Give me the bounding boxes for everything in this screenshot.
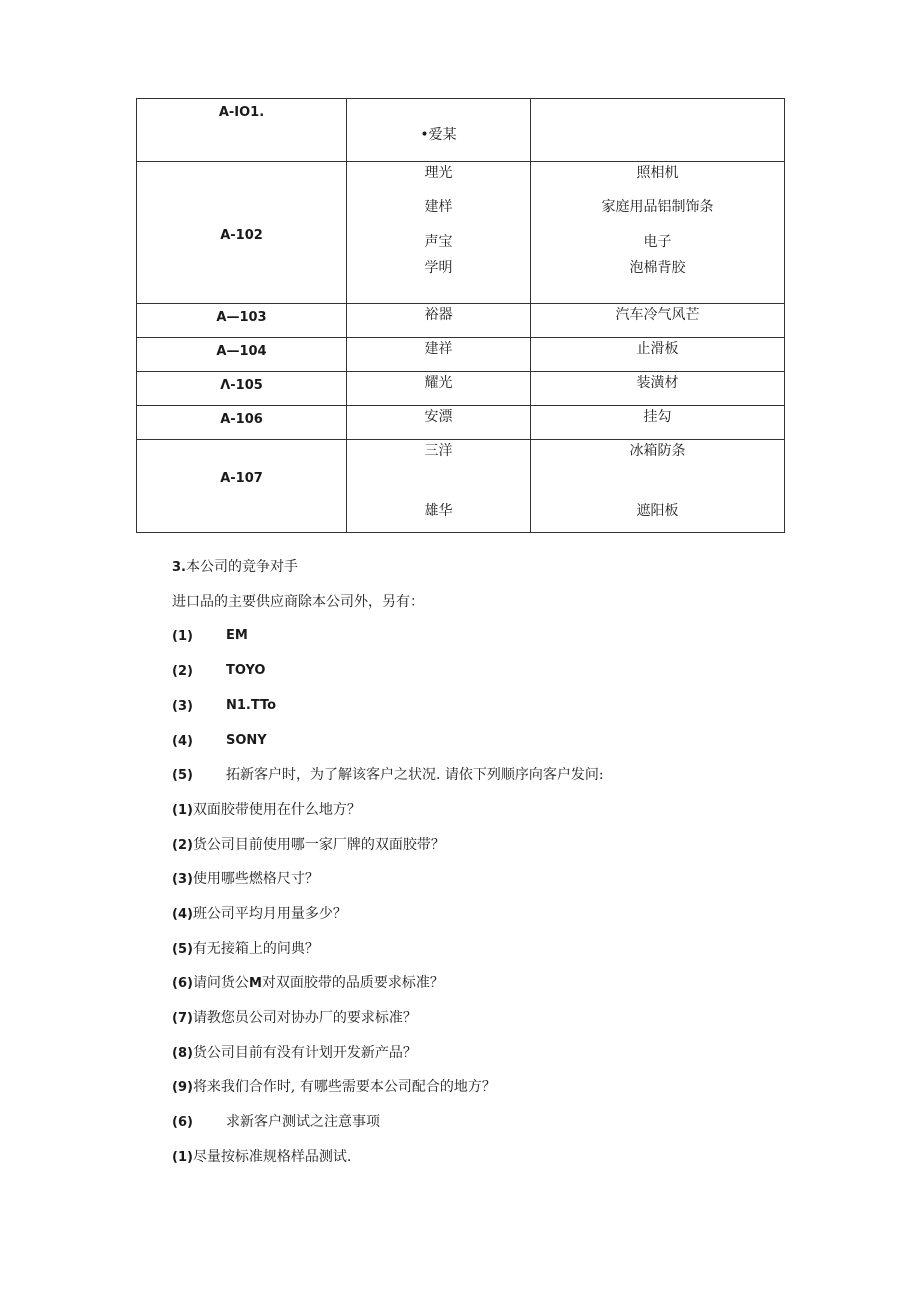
question-text: 将来我们合作时, 有哪些需要本公司配合的地方？ [192,1079,496,1095]
question-item [172,1078,496,1097]
product-name: 汽车冷气风芒 [615,307,700,323]
note-number: (1) [172,1150,193,1165]
question-item [172,974,444,993]
question-text: 班公司平均月用量多少？ [192,906,347,922]
question-number: (7) [172,1011,193,1026]
item-number: (2) [172,664,193,679]
question-number: (8) [172,1046,193,1061]
table-row [137,99,785,162]
brand-name: 理光 [424,165,453,181]
question-item [172,905,347,924]
question-number: (6) [172,976,193,991]
brand-name: 裕器 [424,307,453,323]
question-text: 货公司目前有没有计划开发新产品？ [192,1045,417,1061]
heading-text: 本公司的竞争对手 [185,559,298,575]
question-item [172,1009,417,1028]
code-cell [137,304,347,338]
row-code: A-IO1. [218,105,265,120]
product-cell [531,406,785,440]
brand-cell [347,304,531,338]
product-cell [531,162,785,304]
question-number: (1) [172,803,193,818]
table-row [137,406,785,440]
question-item [172,836,445,855]
code-cell [137,406,347,440]
brand-name: •爱某 [420,127,457,143]
question-item [172,870,319,889]
brand-name: 建祥 [424,341,453,357]
table-row [137,338,785,372]
question-item [172,1044,417,1063]
item-number: (6) [172,1115,193,1130]
question-number: (2) [172,838,193,853]
code-cell [137,440,347,533]
product-name: 电子 [643,234,672,250]
table-row [137,372,785,406]
intro-text: 进口品的主要供应商除本公司外，另有： [172,594,424,610]
brand-cell [347,162,531,304]
brand-cell [347,338,531,372]
question-item [172,801,361,820]
brand-name: 建样 [424,199,453,215]
item-number: (1) [172,629,193,644]
row-code: A—104 [216,344,267,359]
row-code: A-107 [220,471,263,486]
brand-name: 三洋 [424,443,453,459]
product-name: 冰箱防条 [629,443,686,459]
product-cell [531,338,785,372]
table-row [137,304,785,338]
brand-name: 安漂 [424,409,453,425]
row-code: A-102 [220,228,263,243]
question-number: (3) [172,872,193,887]
brand-cell [347,406,531,440]
product-cell [531,372,785,406]
code-cell [137,162,347,304]
competitor-name: SONY [226,733,267,748]
brand-name: 学明 [424,260,453,276]
table-row [137,162,785,304]
question-text: 使用哪些燃格尺寸？ [192,871,319,887]
brand-name: 雄华 [424,503,453,519]
row-code: Λ-105 [220,378,263,393]
question-number: (4) [172,907,193,922]
question-text: 有无接箱上的问典？ [192,941,319,957]
code-cell [137,99,347,162]
question-number: (9) [172,1080,193,1095]
code-cell [137,338,347,372]
brand-cell [347,372,531,406]
product-name: 遮阳板 [636,503,679,519]
product-name: 照相机 [636,165,679,181]
product-name: 止滑板 [636,341,679,357]
list-item [172,662,572,681]
row-code: A—103 [216,310,267,325]
question-text-b: M [248,976,262,991]
product-name: 家庭用品铝制饰条 [601,199,714,215]
heading-number: 3. [172,560,186,575]
competitor-name: TOYO [226,663,266,678]
item-text: 拓新客户时，为了解该客户之状况. 请依下列顺序向客户发问: [226,767,604,783]
competitor-name: N1.TTo [226,698,277,713]
brand-name: 耀光 [424,375,453,391]
item-number: (3) [172,699,193,714]
product-cell [531,99,785,162]
question-text-c: 对双面胶带的品质要求标准？ [261,975,444,991]
question-text: 请教您员公司对协办厂的要求标准？ [192,1010,417,1026]
list-item [172,1113,772,1132]
question-text: 双面胶带使用在什么地方？ [192,802,361,818]
list-item [172,627,572,646]
note-item [172,1148,351,1167]
brand-cell [347,99,531,162]
note-text: 尽量按标准规格样品测试. [192,1149,352,1165]
question-text: 货公司目前使用哪一家厂牌的双面胶带？ [192,837,445,853]
question-number: (5) [172,942,193,957]
item-number: (5) [172,768,193,783]
row-code: A-106 [220,412,263,427]
list-item [172,766,772,785]
product-name: 装潢材 [636,375,679,391]
item-number: (4) [172,734,193,749]
brand-cell [347,440,531,533]
product-name: 挂勾 [643,409,672,425]
code-cell [137,372,347,406]
competitor-name: EM [226,628,248,643]
list-item [172,732,572,751]
question-text-a: 请问货公 [192,975,249,991]
item-text: 求新客户测试之注意事项 [226,1114,380,1130]
product-name: 泡棉背胶 [629,260,686,276]
list-item [172,697,572,716]
table-row [137,440,785,533]
product-cell [531,440,785,533]
brand-name: 声宝 [424,234,453,250]
product-table [136,98,785,533]
product-cell [531,304,785,338]
question-item [172,940,319,959]
section-heading [172,558,298,577]
